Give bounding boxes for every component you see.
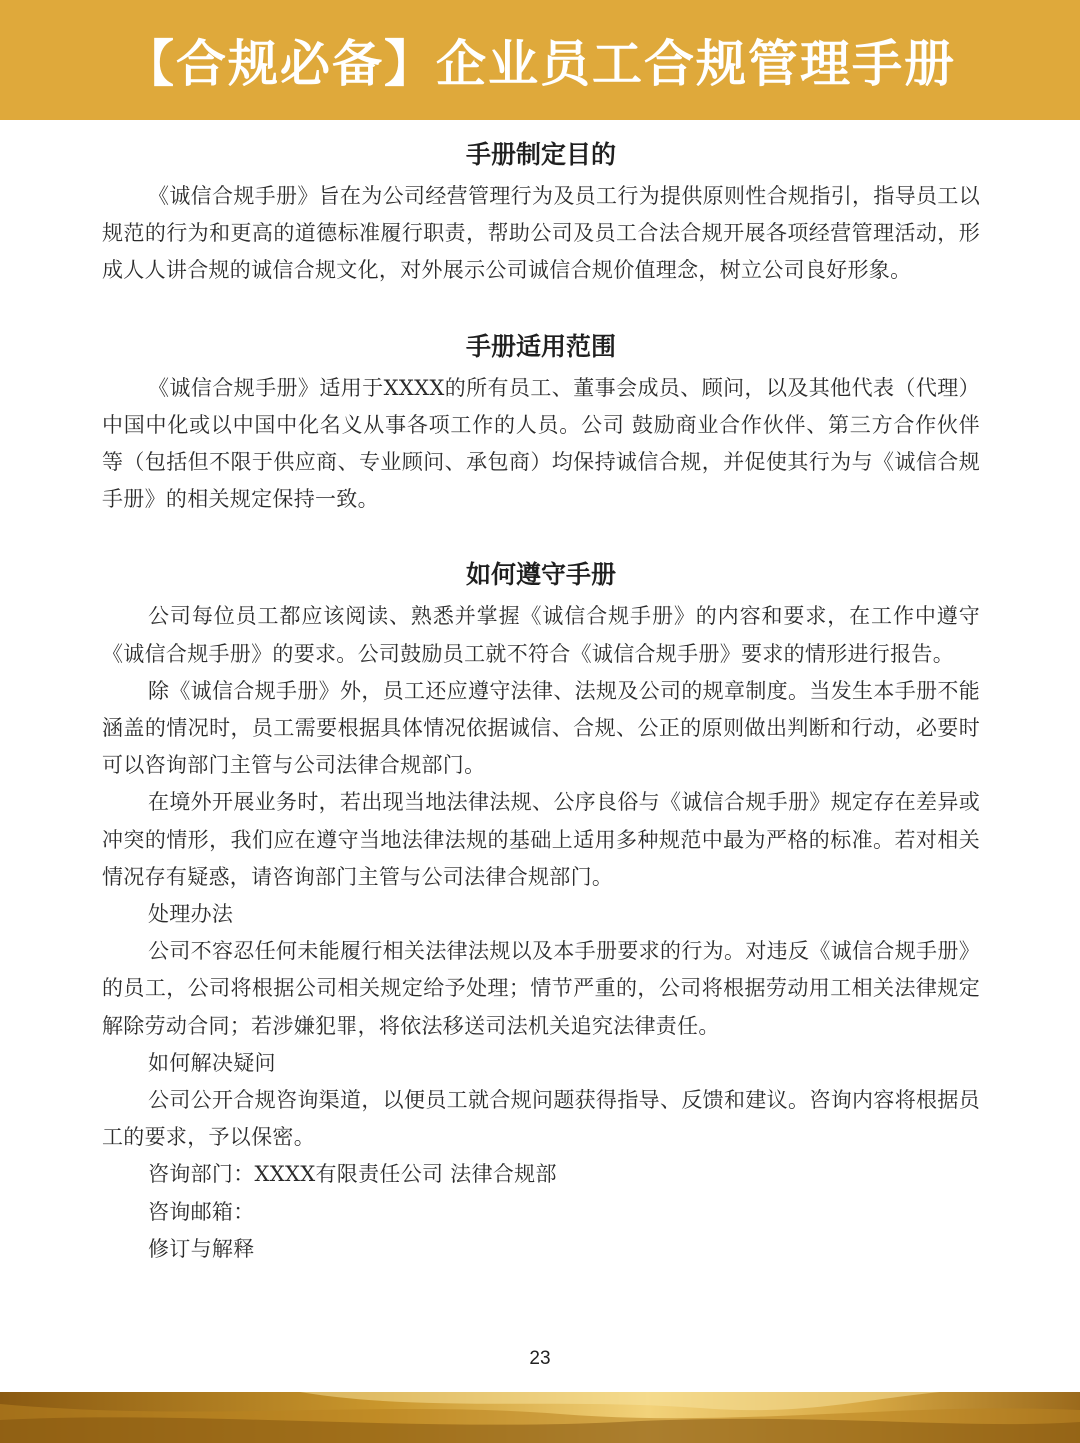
subheading-handling: 处理办法 — [148, 902, 234, 927]
subheading-revision: 修订与解释 — [148, 1236, 255, 1261]
paragraph: 《诚信合规手册》适用于XXXX的所有员工、董事会成员、顾问，以及其他代表（代理）中国中化或以中国中化名义从事各项工作的人员。公司 鼓励商业合作伙伴、第三方合作伙伴等（包括但不限于供应商、专业顾问、承包商）均保持诚信合规，并促使其行为与《诚信合规手册》的相关规定保持一致。 — [102, 375, 980, 512]
section-heading: 如何遵守手册 — [465, 560, 616, 590]
paragraph: 公司公开合规咨询渠道，以便员工就合规问题获得指导、反馈和建议。咨询内容将根据员工的要求，予以保密。 — [102, 1088, 980, 1150]
paragraph: 在境外开展业务时，若出现当地法律法规、公序良俗与《诚信合规手册》规定存在差异或冲突的情形，我们应在遵守当地法律法规的基础上适用多种规范中最为严格的标准。若对相关情况存有疑惑，请咨询部门主管与公司法律合规部门。 — [102, 790, 980, 889]
paragraph: 公司不容忍任何未能履行相关法律法规以及本手册要求的行为。对违反《诚信合规手册》的员工，公司将根据公司相关规定给予处理；情节严重的，公司将根据劳动用工相关法律规定解除劳动合同；若涉嫌犯罪，将依法移送司法机关追究法律责任。 — [102, 939, 980, 1038]
footer-decoration — [0, 1392, 1080, 1443]
header-banner — [0, 0, 1080, 120]
contact-email: 咨询邮箱： — [148, 1199, 255, 1224]
subheading-questions: 如何解决疑问 — [148, 1050, 276, 1075]
section-heading: 手册制定目的 — [465, 140, 616, 169]
section-compliance — [102, 556, 980, 1268]
section-scope — [102, 328, 980, 519]
paragraph: 除《诚信合规手册》外，员工还应遵守法律、法规及公司的规章制度。当发生本手册不能涵盖的情况时，员工需要根据具体情况依据诚信、合规、公正的原则做出判断和行动，必要时可以咨询部门主管与公司法律合规部门。 — [102, 678, 980, 778]
paragraph: 《诚信合规手册》旨在为公司经营管理行为及员工行为提供原则性合规指引，指导员工以规范的行为和更高的道德标准履行职责，帮助公司及员工合法合规开展各项经营管理活动，形成人人讲合规的诚信合规文化，对外展示公司诚信合规价值理念，树立公司良好形象。 — [102, 184, 980, 283]
section-purpose — [102, 136, 980, 290]
section-heading: 手册适用范围 — [465, 331, 616, 361]
page-number: 23 — [529, 1348, 551, 1369]
paragraph: 公司每位员工都应该阅读、熟悉并掌握《诚信合规手册》的内容和要求，在工作中遵守《诚信合规手册》的要求。公司鼓励员工就不符合《诚信合规手册》要求的情形进行报告。 — [102, 604, 980, 666]
footer-wave-graphic — [0, 1392, 1080, 1443]
page-title: 【合规必备】企业员工合规管理手册 — [124, 35, 956, 93]
document-body — [102, 136, 980, 1268]
contact-department: 咨询部门：XXXX有限责任公司 法律合规部 — [148, 1162, 557, 1187]
